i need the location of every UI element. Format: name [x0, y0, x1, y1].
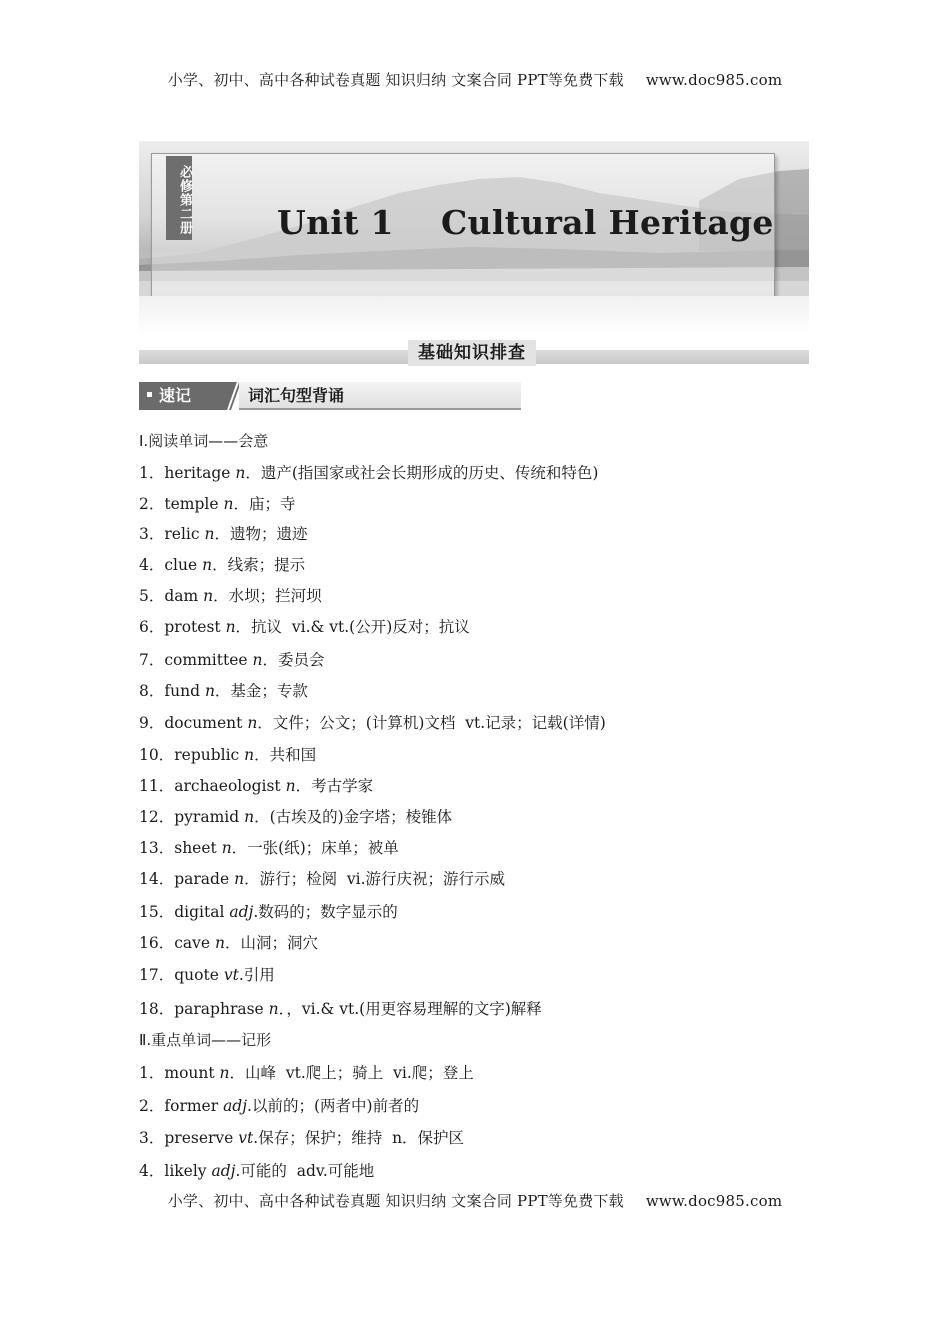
item-meaning: ．共和国 — [254, 746, 317, 764]
item-meaning: ．(古埃及的)金字塔；棱锥体 — [254, 808, 453, 826]
item-meaning: .可能的 adv.可能地 — [235, 1162, 375, 1180]
item-word: former — [164, 1097, 224, 1115]
item-pos: n — [244, 808, 255, 826]
item-number: 2． — [139, 495, 165, 513]
footer-site[interactable]: www.doc985.com — [645, 1192, 783, 1210]
item-number: 18． — [139, 1000, 175, 1018]
item-number: 11． — [139, 777, 175, 795]
item-number: 10． — [139, 746, 175, 764]
item-pos: n — [221, 839, 232, 857]
item-word: relic — [164, 525, 205, 543]
item-meaning: ．山洞；洞穴 — [225, 934, 319, 952]
item-meaning: ．一张(纸)；床单；被单 — [231, 839, 399, 857]
list-item — [139, 679, 308, 701]
item-meaning: .引用 — [238, 966, 275, 984]
item-number: 12． — [139, 808, 175, 826]
item-word: fund — [164, 682, 205, 700]
item-pos: n — [203, 587, 214, 605]
list-item — [139, 648, 324, 670]
list-item — [139, 997, 542, 1019]
footer-text: 小学、初中、高中各种试卷真题 知识归纳 文案合同 PPT等免费下载 — [167, 1192, 624, 1210]
list-item — [139, 1061, 474, 1083]
item-word: archaeologist — [174, 777, 286, 795]
item-number: 3． — [139, 1129, 165, 1147]
item-word: digital — [174, 903, 230, 921]
item-word: parade — [174, 870, 235, 888]
list-item — [139, 615, 470, 637]
item-word: mount — [164, 1064, 220, 1082]
item-word: pyramid — [174, 808, 245, 826]
unit-banner — [139, 141, 809, 296]
item-pos: n — [202, 556, 213, 574]
tag-left-label: 速记 — [159, 386, 192, 405]
item-number: 6． — [139, 618, 165, 636]
item-meaning: ．遗产(指国家或社会长期形成的历史、传统和特色) — [245, 464, 599, 482]
item-word: sheet — [174, 839, 222, 857]
item-pos: n — [234, 870, 245, 888]
item-meaning: ．水坝；拦河坝 — [213, 587, 322, 605]
part2-heading: Ⅱ.重点单词——记形 — [139, 1031, 272, 1049]
list-item — [139, 1094, 419, 1116]
item-pos: n — [268, 1000, 279, 1018]
item-meaning: ．，vi.& vt.(用更容易理解的文字)解释 — [278, 1000, 542, 1018]
list-item — [139, 492, 295, 514]
item-number: 7． — [139, 651, 165, 669]
item-pos: n — [225, 618, 236, 636]
item-meaning: ．遗物；遗迹 — [214, 525, 308, 543]
item-pos: adj — [211, 1162, 236, 1180]
item-pos: n — [244, 746, 255, 764]
list-item — [139, 711, 606, 733]
page-footer — [0, 1190, 950, 1211]
tag-row — [139, 382, 521, 410]
item-meaning: ．考古学家 — [295, 777, 374, 795]
square-bullet-icon — [147, 392, 152, 397]
item-meaning: .保存；保护；维持 n．保护区 — [253, 1129, 465, 1147]
volume-tag: 必修第二册 — [166, 156, 192, 240]
item-number: 4． — [139, 1162, 165, 1180]
item-number: 8． — [139, 682, 165, 700]
item-pos: n — [247, 714, 258, 732]
item-number: 15． — [139, 903, 175, 921]
list-item — [139, 867, 505, 889]
list-item — [139, 1126, 464, 1148]
item-pos: n — [235, 464, 246, 482]
item-word: clue — [164, 556, 203, 574]
list-item — [139, 522, 307, 544]
item-number: 2． — [139, 1097, 165, 1115]
item-meaning: ．抗议 vi.& vt.(公开)反对；抗议 — [235, 618, 470, 636]
header-site[interactable]: www.doc985.com — [645, 71, 783, 89]
item-pos: adj — [229, 903, 254, 921]
part1-heading: Ⅰ.阅读单词——会意 — [139, 432, 269, 450]
item-word: document — [164, 714, 248, 732]
item-word: protest — [164, 618, 226, 636]
item-pos: n — [204, 682, 215, 700]
item-meaning: ．游行；检阅 vi.游行庆祝；游行示威 — [244, 870, 506, 888]
item-pos: vt — [223, 966, 239, 984]
banner-fade — [139, 296, 809, 336]
item-meaning: ．线索；提示 — [212, 556, 306, 574]
item-number: 1． — [139, 1064, 165, 1082]
item-word: committee — [164, 651, 253, 669]
page-header — [0, 69, 950, 90]
item-pos: n — [215, 934, 225, 952]
list-item — [139, 900, 398, 922]
list-item — [139, 805, 452, 827]
unit-title: Unit 1 Cultural Heritage — [277, 203, 774, 242]
item-pos: vt — [238, 1129, 254, 1147]
item-pos: n — [285, 777, 296, 795]
item-meaning: .以前的；(两者中)前者的 — [247, 1097, 420, 1115]
item-meaning: .数码的；数字显示的 — [253, 903, 398, 921]
tag-left — [139, 382, 229, 410]
list-item — [139, 931, 318, 953]
item-meaning: ．庙；寺 — [233, 495, 296, 513]
item-word: quote — [174, 966, 224, 984]
item-word: dam — [164, 587, 204, 605]
item-number: 1． — [139, 464, 165, 482]
list-item — [139, 584, 322, 606]
header-text: 小学、初中、高中各种试卷真题 知识归纳 文案合同 PPT等免费下载 — [167, 71, 624, 89]
list-item — [139, 963, 275, 985]
item-word: heritage — [164, 464, 236, 482]
list-item — [139, 836, 399, 858]
item-meaning: ．山峰 vt.爬上；骑上 vi.爬；登上 — [229, 1064, 474, 1082]
item-pos: n — [223, 495, 234, 513]
tag-right: 词汇句型背诵 — [239, 382, 521, 410]
item-meaning: ．文件；公文；(计算机)文档 vt.记录；记载(详情) — [257, 714, 606, 732]
list-item — [139, 461, 598, 483]
item-pos: n — [252, 651, 263, 669]
item-number: 17． — [139, 966, 175, 984]
item-word: cave — [174, 934, 216, 952]
item-pos: n — [204, 525, 215, 543]
item-word: paraphrase — [174, 1000, 269, 1018]
item-pos: adj — [223, 1097, 248, 1115]
list-item — [139, 774, 373, 796]
section-title: 基础知识排查 — [408, 340, 536, 366]
list-item — [139, 553, 305, 575]
item-word: preserve — [164, 1129, 239, 1147]
item-number: 13． — [139, 839, 175, 857]
item-number: 14． — [139, 870, 175, 888]
list-item — [139, 743, 316, 765]
item-number: 3． — [139, 525, 165, 543]
item-number: 4． — [139, 556, 165, 574]
item-number: 9． — [139, 714, 165, 732]
item-word: likely — [164, 1162, 212, 1180]
item-meaning: ．基金；专款 — [214, 682, 308, 700]
item-meaning: ．委员会 — [262, 651, 325, 669]
item-word: temple — [164, 495, 224, 513]
item-pos: n — [219, 1064, 230, 1082]
item-number: 16． — [139, 934, 175, 952]
list-item — [139, 1159, 374, 1181]
item-number: 5． — [139, 587, 165, 605]
item-word: republic — [174, 746, 245, 764]
